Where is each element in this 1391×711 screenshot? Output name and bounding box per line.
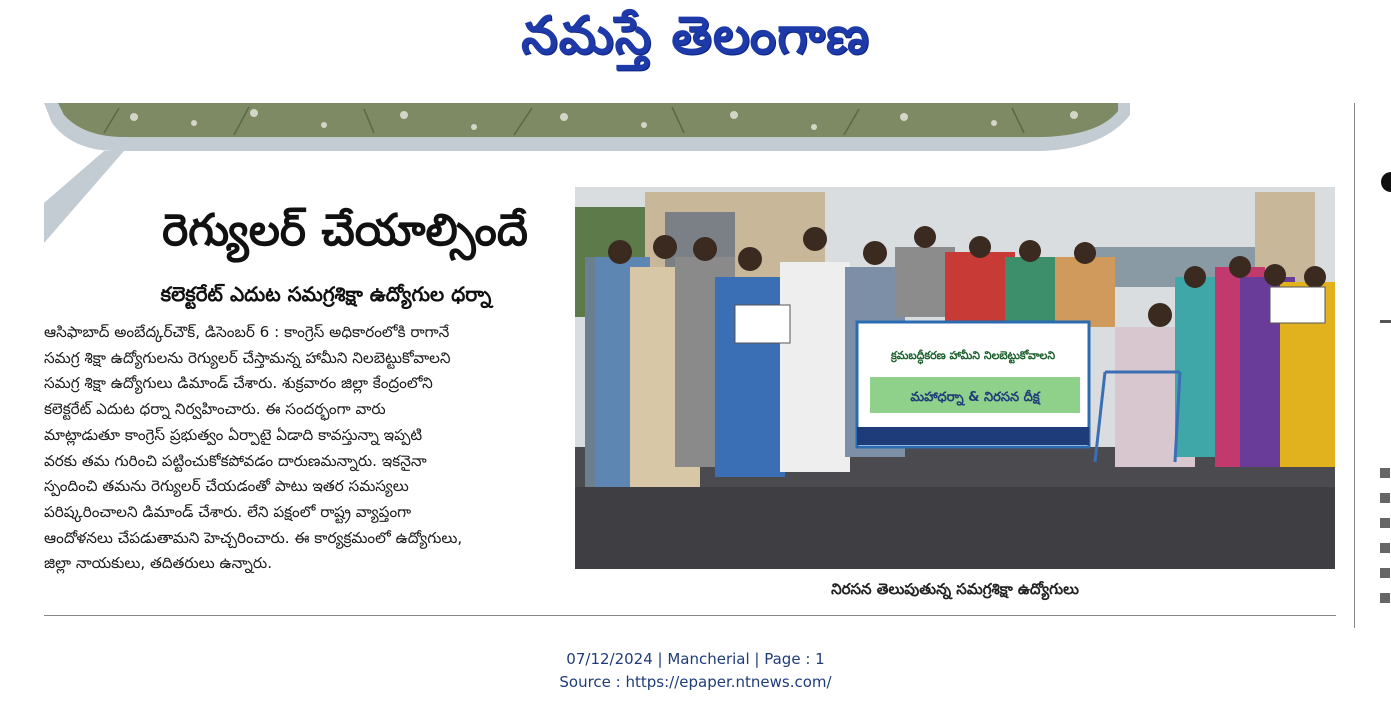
body-line: సమగ్ర శిక్షా ఉద్యోగులను రెగ్యులర్ చేస్తామన్న హామీని నిలబెట్టుకోవాలని xyxy=(44,348,451,367)
body-line: సమగ్ర శిక్షా ఉద్యోగులు డిమాండ్ చేశారు. శుక్రవారం జిల్లా కేంద్రంలోని xyxy=(44,374,433,393)
adjacent-column-fragment xyxy=(1372,140,1391,620)
bottom-divider xyxy=(44,615,1336,616)
protest-photo xyxy=(575,187,1335,569)
footer xyxy=(0,648,1391,694)
body-line: పరిష్కరించాలని డిమాండ్ చేశారు. లేని పక్షంలో రాష్ట్ర వ్యాప్తంగా xyxy=(44,502,412,521)
body-line: స్పందించి తమను రెగ్యులర్ చేయడంతో పాటు ఇతర సమస్యలు xyxy=(44,477,409,496)
photo-banner-middle: మహాధర్నా & నిరసన దీక్ష xyxy=(910,390,1040,405)
body-line: జిల్లా నాయకులు, తదితరులు ఉన్నారు. xyxy=(44,554,273,573)
masthead xyxy=(0,0,1391,90)
article-headline: రెగ్యులర్ చేయాల్సిందే xyxy=(162,205,528,256)
article-subheadline: కలెక్టరేట్ ఎదుట సమగ్రశిక్షా ఉద్యోగుల ధర్నా xyxy=(160,282,492,306)
body-line: ఆసిఫాబాద్ అంబేద్కర్‌చౌక్, డిసెంబర్ 6 : కాంగ్రెస్ అధికారంలోకి రాగానే xyxy=(44,323,450,341)
article-body xyxy=(44,320,566,577)
body-line: ఆందోళనలు చేపడుతామని హెచ్చరించారు. ఈ కార్యక్రమంలో ఉద్యోగులు, xyxy=(44,528,463,547)
body-line: వరకు తమ గురించి పట్టించుకోకపోవడం దారుణమన్నారు. ఇకనైనా xyxy=(44,451,427,470)
photo-banner-top: క్రమబద్ధీకరణ హామీని నిలబెట్టుకోవాలని xyxy=(890,349,1056,362)
body-line: మాట్లాడుతూ కాంగ్రెస్ ప్రభుత్వం ఏర్పాటై ఏడాది కావస్తున్నా ఇప్పటి xyxy=(44,425,423,444)
photo-caption: నిరసన తెలుపుతున్న సమగ్రశిక్షా ఉద్యోగులు xyxy=(831,580,1079,598)
footer-source-link[interactable]: Source : https://epaper.ntnews.com/ xyxy=(559,673,832,691)
masthead-title: నమస్తే తెలంగాణ xyxy=(521,6,870,66)
footer-edition-info: 07/12/2024 | Mancherial | Page : 1 xyxy=(566,650,825,668)
column-divider xyxy=(1354,103,1355,628)
body-line: కలెక్టరేట్ ఎదుట ధర్నా నిర్వహించారు. ఈ సందర్భంగా వారు xyxy=(44,400,386,419)
